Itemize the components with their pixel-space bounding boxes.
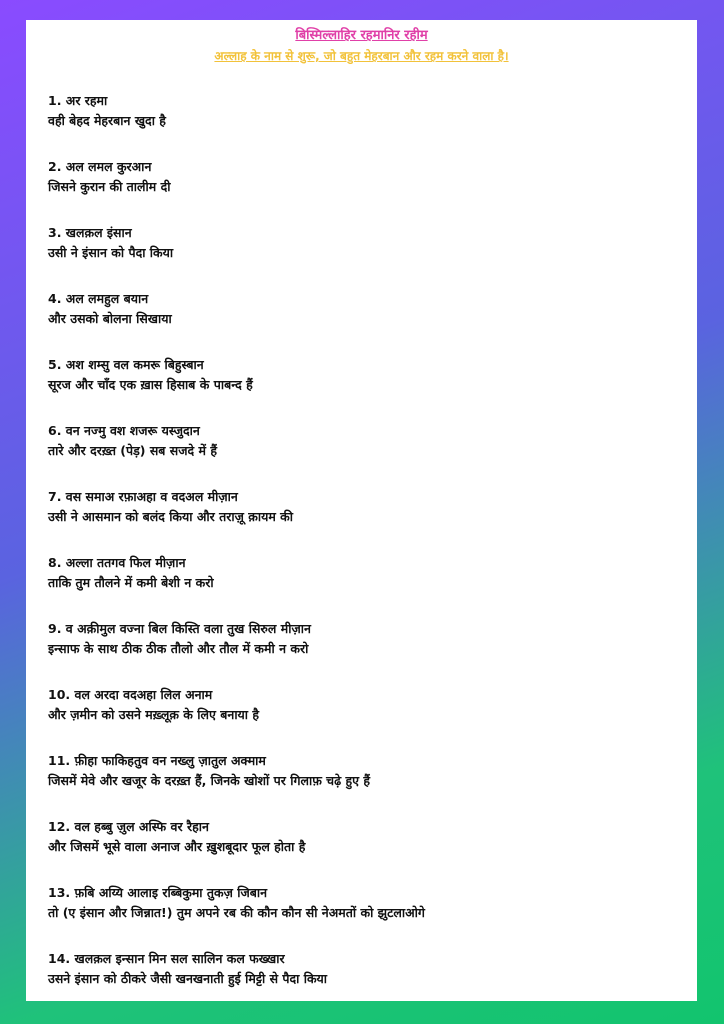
verse-meaning: जिसने कुरान की तालीम दी	[48, 179, 171, 194]
verse-transliteration: 4. अल लमहुल बयान	[48, 291, 149, 306]
verse-item	[48, 91, 675, 157]
verse-meaning: और जिसमें भूसे वाला अनाज और ख़ुशबूदार फूल होता है	[48, 839, 306, 854]
verse-transliteration: 1. अर रहमा	[48, 93, 108, 108]
verse-meaning: सूरज और चाँद एक ख़ास हिसाब के पाबन्द हैं	[48, 377, 253, 392]
verse-transliteration: 11. फ़ीहा फाकिहतुव वन नख्लु ज़ातुल अक्माम	[48, 753, 266, 768]
verse-transliteration: 10. वल अरदा वदअहा लिल अनाम	[48, 687, 213, 702]
verse-transliteration: 12. वल हब्बु ज़ुल अस्फि वर रैहान	[48, 819, 209, 834]
verse-transliteration: 2. अल लमल कुरआन	[48, 159, 152, 174]
verse-meaning: उसी ने आसमान को बलंद किया और तराज़ू क़ायम की	[48, 509, 293, 524]
verse-item	[48, 157, 675, 223]
verse-meaning: और ज़मीन को उसने मख़्लूक़ के लिए बनाया है	[48, 707, 260, 722]
verse-item	[48, 223, 675, 289]
verse-item	[48, 883, 675, 949]
verse-meaning: इन्साफ के साथ ठीक ठीक तौलो और तौल में कमी न करो	[48, 641, 309, 656]
verse-item	[48, 355, 675, 421]
verse-item	[48, 421, 675, 487]
verse-meaning: उसी ने इंसान को पैदा किया	[48, 245, 174, 260]
verse-transliteration: 9. व अक़ीमुल वज्ना बिल किस्ति वला तुख सिरुल मीज़ान	[48, 621, 311, 636]
verse-item	[48, 553, 675, 619]
verse-meaning: और उसको बोलना सिखाया	[48, 311, 172, 326]
verse-transliteration: 3. खलक़ल इंसान	[48, 225, 132, 240]
verse-meaning: जिसमें मेवे और खजूर के दरख़्त हैं, जिनके खोशों पर गिलाफ़ चढ़े हुए हैं	[48, 773, 371, 788]
verse-transliteration: 7. वस समाअ रफ़ाअहा व वदअल मीज़ान	[48, 489, 238, 504]
page-title: बिस्मिल्लाहिर रहमानिर रहीम	[295, 28, 428, 43]
verse-list	[48, 91, 675, 1015]
verse-transliteration: 8. अल्ला ततगव फिल मीज़ान	[48, 555, 186, 570]
verse-item	[48, 751, 675, 817]
verse-transliteration: 5. अश शम्सु वल कमरू बिहुस्बान	[48, 357, 204, 372]
verse-item	[48, 685, 675, 751]
verse-item	[48, 619, 675, 685]
verse-meaning: तारे और दरख़्त (पेड़) सब सजदे में हैं	[48, 443, 217, 458]
verse-item	[48, 949, 675, 1015]
page-subtitle: अल्लाह के नाम से शुरू, जो बहुत मेहरबान और रहम करने वाला है।	[214, 49, 509, 63]
verse-meaning: तो (ए इंसान और जिन्नात!) तुम अपने रब की कौन कौन सी नेअमतों को झुटलाओगे	[48, 905, 425, 920]
verse-item	[48, 487, 675, 553]
verse-meaning: ताकि तुम तौलने में कमी बेशी न करो	[48, 575, 214, 590]
verse-item	[48, 289, 675, 355]
verse-transliteration: 13. फ़बि अय्यि आलाइ रब्बिकुमा तुकज़ जिबान	[48, 885, 268, 900]
document-page	[26, 20, 697, 1001]
verse-meaning: उसने इंसान को ठीकरे जैसी खनखनाती हुई मिट्टी से पैदा किया	[48, 971, 328, 986]
document-header	[48, 26, 675, 66]
verse-transliteration: 14. खलक़ल इन्सान मिन सल सालिन कल फख्खार	[48, 951, 285, 966]
verse-transliteration: 6. वन नज्मु वश शजरू यस्जुदान	[48, 423, 200, 438]
verse-meaning: वही बेहद मेहरबान खुदा है	[48, 113, 166, 128]
verse-item	[48, 817, 675, 883]
